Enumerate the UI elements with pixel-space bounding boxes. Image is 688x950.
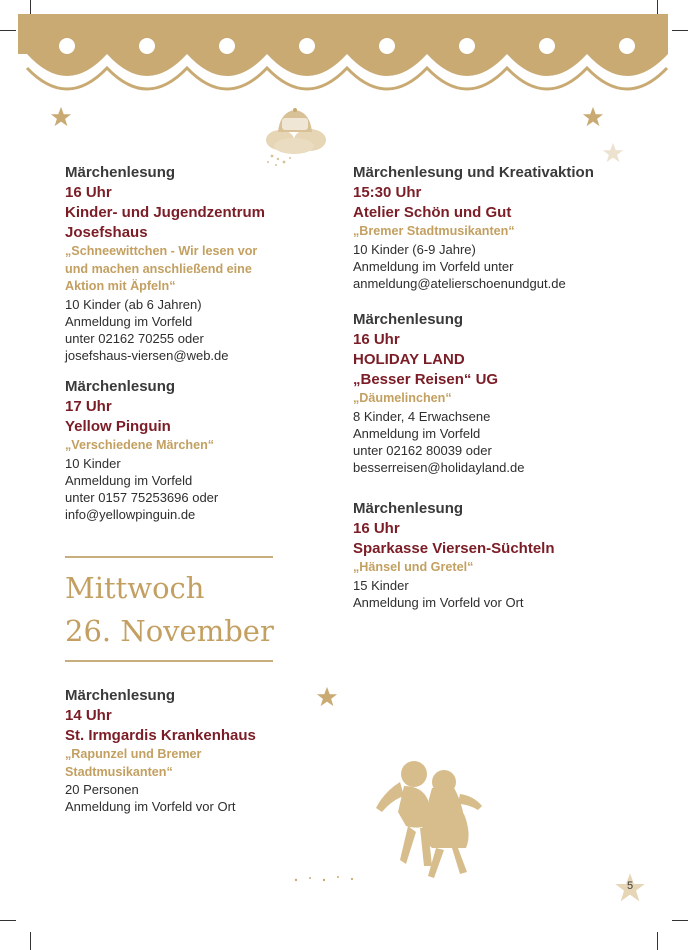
- event-title: „Schneewittchen - Wir lesen vor: [65, 244, 258, 258]
- event-venue: HOLIDAY LAND: [353, 351, 465, 368]
- event-time: 17 Uhr: [65, 398, 112, 415]
- event-label: Märchenlesung: [353, 311, 464, 328]
- event-info: Anmeldung im Vorfeld: [65, 472, 193, 488]
- event-info: Anmeldung im Vorfeld vor Ort: [353, 594, 524, 610]
- star-icon: [602, 142, 624, 164]
- star-icon: [50, 106, 72, 128]
- event-label: Märchenlesung: [65, 687, 176, 704]
- crop-mark: [672, 920, 688, 921]
- event-info: besserreisen@holidayland.de: [353, 459, 525, 475]
- crop-mark: [30, 932, 31, 950]
- page-number: 5: [626, 880, 634, 892]
- crop-mark: [672, 30, 688, 31]
- day-heading-weekday: Mittwoch: [65, 571, 205, 605]
- event-title: Aktion mit Äpfeln“: [65, 279, 176, 293]
- event-info: anmeldung@atelierschoenundgut.de: [353, 275, 566, 291]
- event-title: „Hänsel und Gretel“: [353, 560, 474, 574]
- event-info: unter 02162 80039 oder: [353, 442, 492, 458]
- event-info: 8 Kinder, 4 Erwachsene: [353, 408, 491, 424]
- event-label: Märchenlesung: [65, 164, 176, 181]
- day-heading-date: 26. November: [65, 614, 274, 648]
- event-label: Märchenlesung: [353, 500, 464, 517]
- event-venue: St. Irmgardis Krankenhaus: [65, 727, 256, 744]
- event-time: 15:30 Uhr: [353, 184, 422, 201]
- crop-mark: [0, 920, 16, 921]
- event-card: [353, 499, 653, 611]
- decorative-dots: [290, 872, 370, 884]
- day-heading: [65, 567, 274, 653]
- event-venue: Atelier Schön und Gut: [353, 204, 512, 221]
- event-title: „Verschiedene Märchen“: [65, 438, 215, 452]
- event-info: unter 0157 75253696 oder: [65, 489, 219, 505]
- event-card: [353, 310, 653, 476]
- event-info: Anmeldung im Vorfeld unter: [353, 258, 514, 274]
- event-info: 15 Kinder: [353, 577, 409, 593]
- event-info: info@yellowpinguin.de: [65, 506, 196, 522]
- garland-border: [18, 14, 668, 94]
- event-card: [65, 686, 365, 815]
- event-info: josefshaus-viersen@web.de: [65, 347, 229, 363]
- divider: [65, 556, 273, 558]
- divider: [65, 660, 273, 662]
- event-title: „Däumelinchen“: [353, 391, 452, 405]
- event-info: Anmeldung im Vorfeld: [65, 313, 193, 329]
- event-title: und machen anschließend eine: [65, 261, 252, 276]
- event-venue: Kinder- und Jugendzentrum: [65, 204, 265, 221]
- carriage-illustration: [258, 104, 332, 168]
- event-card: [353, 163, 653, 292]
- event-venue: „Besser Reisen“ UG: [353, 371, 499, 388]
- star-icon: [582, 106, 604, 128]
- event-label: Märchenlesung und Kreativaktion: [353, 164, 594, 181]
- crop-mark: [0, 30, 16, 31]
- event-time: 16 Uhr: [353, 331, 400, 348]
- event-title: „Rapunzel und Bremer: [65, 747, 202, 761]
- event-card: [65, 163, 365, 364]
- crop-mark: [657, 932, 658, 950]
- event-time: 16 Uhr: [65, 184, 112, 201]
- event-time: 16 Uhr: [353, 520, 400, 537]
- event-info: 20 Personen: [65, 782, 139, 797]
- event-card: [65, 377, 365, 523]
- event-info: 10 Kinder (ab 6 Jahren): [65, 296, 202, 312]
- event-time: 14 Uhr: [65, 707, 112, 724]
- event-venue: Sparkasse Viersen-Süchteln: [353, 540, 555, 557]
- event-title: „Bremer Stadtmusikanten“: [353, 224, 515, 238]
- event-venue: Josefshaus: [65, 224, 148, 241]
- event-title: Stadtmusikanten“: [65, 764, 173, 779]
- page-number-badge: [614, 872, 646, 904]
- event-label: Märchenlesung: [65, 378, 176, 395]
- event-info: Anmeldung im Vorfeld: [353, 425, 481, 441]
- event-info: Anmeldung im Vorfeld vor Ort: [65, 799, 236, 814]
- event-info: 10 Kinder: [65, 455, 121, 471]
- event-info: 10 Kinder (6-9 Jahre): [353, 241, 476, 257]
- event-venue: Yellow Pinguin: [65, 418, 171, 435]
- dancing-children-illustration: [370, 752, 490, 887]
- event-info: unter 02162 70255 oder: [65, 330, 204, 346]
